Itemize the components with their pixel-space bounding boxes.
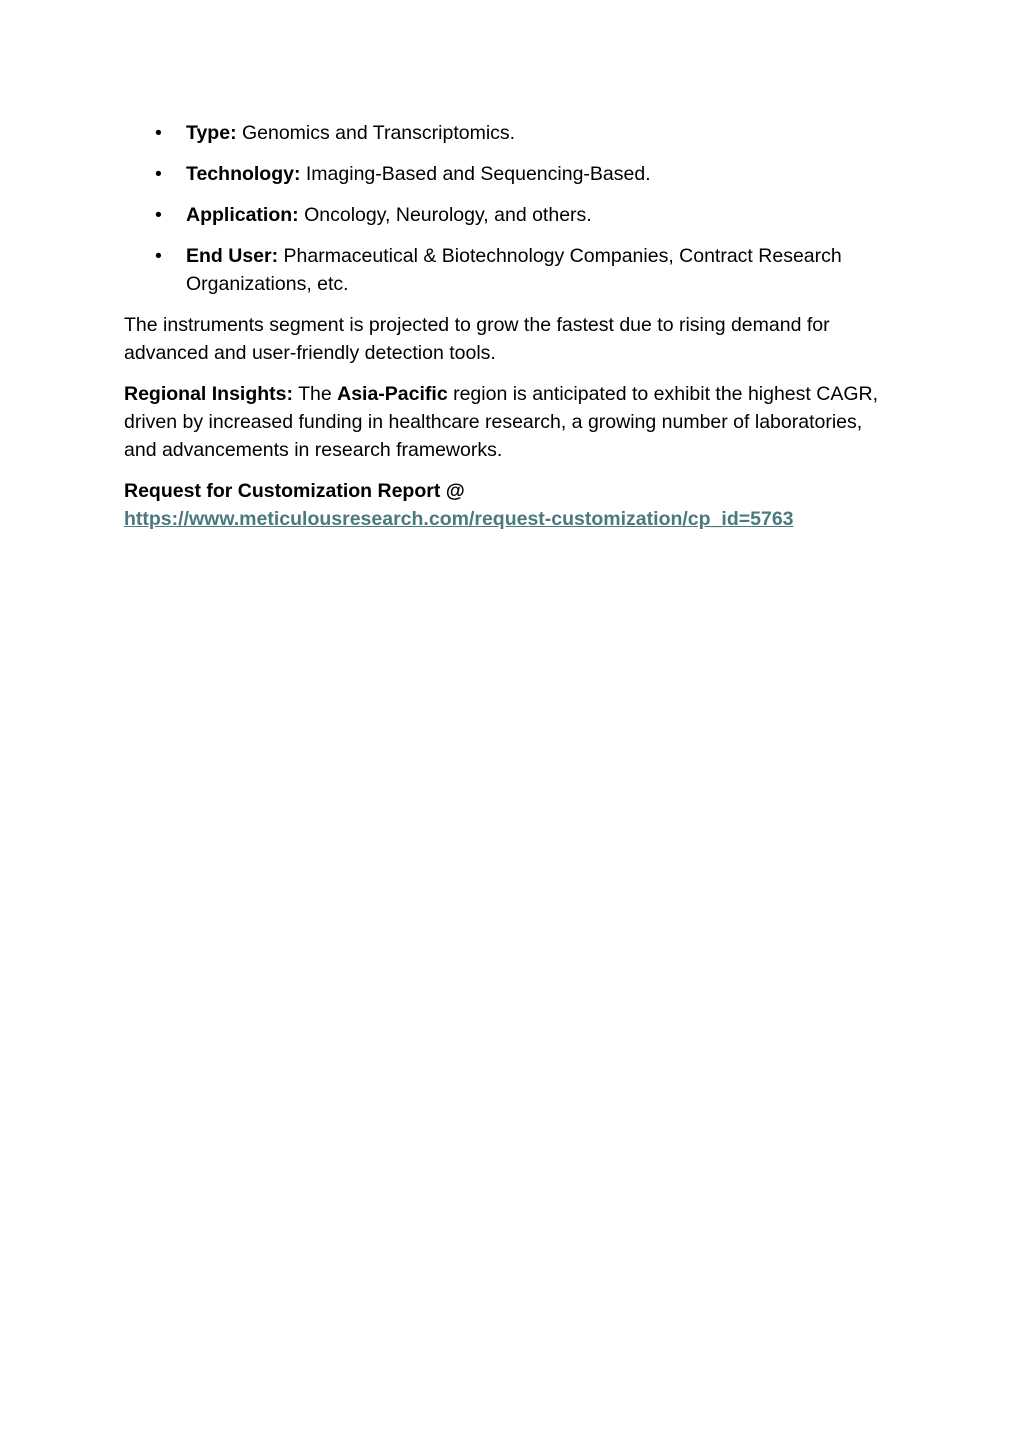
document-page xyxy=(124,119,894,546)
customization-paragraph xyxy=(124,477,894,533)
segment-label: End User: xyxy=(186,245,279,267)
bullet-icon: • xyxy=(155,163,162,185)
segment-label: Application: xyxy=(186,204,299,226)
regional-insights-paragraph xyxy=(124,380,894,464)
segment-list xyxy=(124,119,894,298)
segment-text: Genomics and Transcriptomics. xyxy=(236,122,516,144)
segment-text: Pharmaceutical & Biotechnology Companies, Contract Research Organizations, etc. xyxy=(186,245,842,295)
regional-insights-label: Regional Insights: xyxy=(124,383,294,405)
instruments-paragraph: The instruments segment is projected to grow the fastest due to rising demand for advanced and user-friendly detection tools. xyxy=(124,314,830,364)
bullet-icon: • xyxy=(155,204,162,226)
list-item xyxy=(124,160,894,188)
list-item xyxy=(124,119,894,147)
segment-label: Type: xyxy=(186,122,237,144)
customization-link[interactable]: https://www.meticulousresearch.com/request-customization/cp_id=5763 xyxy=(124,508,794,530)
list-item xyxy=(124,201,894,229)
bullet-icon: • xyxy=(155,245,162,267)
segment-label: Technology: xyxy=(186,163,301,185)
bullet-icon: • xyxy=(155,122,162,144)
region-name: Asia-Pacific xyxy=(337,383,448,405)
list-item xyxy=(124,242,894,298)
regional-pre-text: The xyxy=(293,383,338,405)
segment-text: Oncology, Neurology, and others. xyxy=(298,204,592,226)
customization-label: Request for Customization Report @ xyxy=(124,480,465,502)
segment-text: Imaging-Based and Sequencing-Based. xyxy=(300,163,651,185)
regional-post-text: region is anticipated to exhibit the highest CAGR, driven by increased funding in healthcare research, a growing number of laboratories, and advancements in research frameworks. xyxy=(124,383,878,461)
